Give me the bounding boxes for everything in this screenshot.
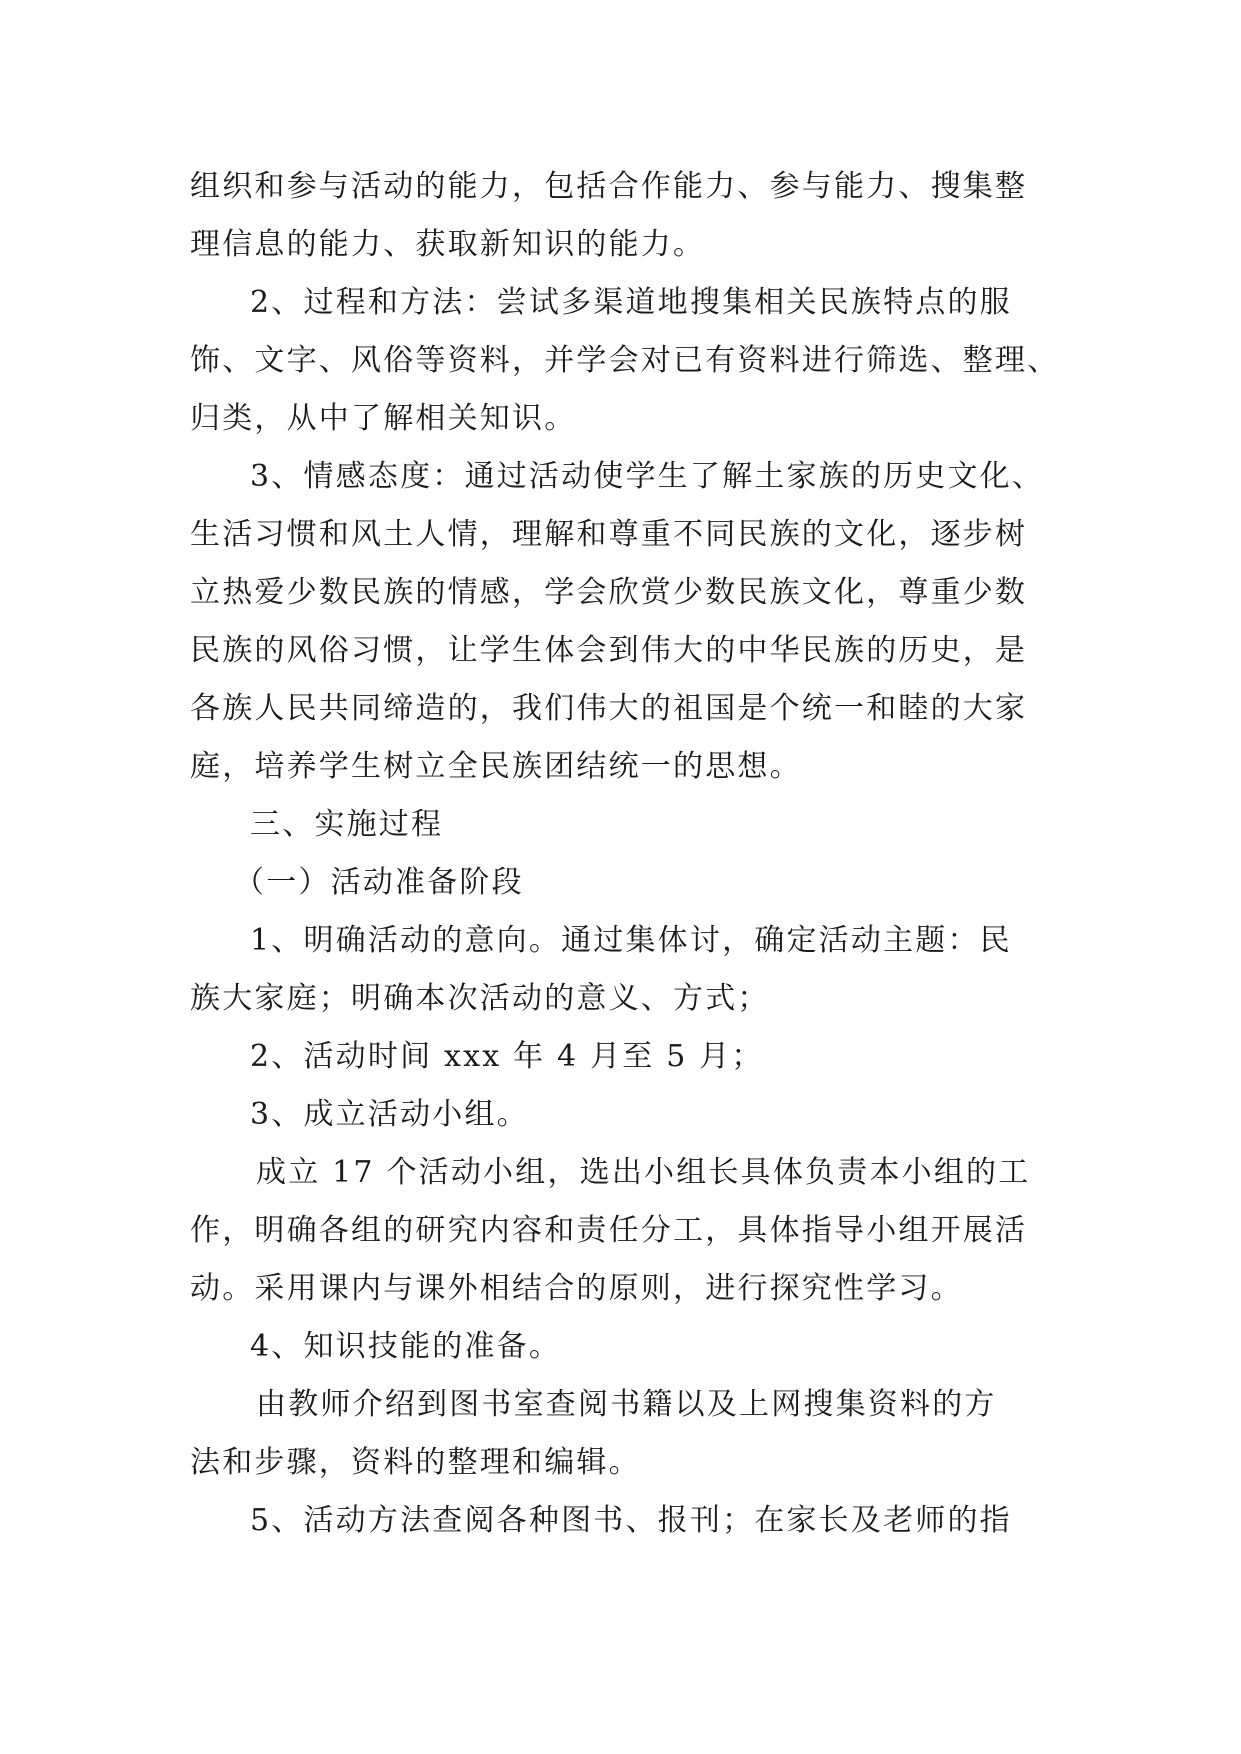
paragraph-start-line: 5、活动方法查阅各种图书、报刊；在家长及老师的指	[250, 1503, 1012, 1538]
body-line: 组织和参与活动的能力，包括合作能力、参与能力、搜集整	[190, 169, 1028, 204]
paragraph-start-line: 3、情感态度：通过活动使学生了解土家族的历史文化、	[250, 459, 1045, 494]
body-line: 族大家庭；明确本次活动的意义、方式；	[190, 981, 770, 1016]
paragraph-start-line: 2、活动时间 xxx 年 4 月至 5 月；	[250, 1039, 764, 1074]
subsection-heading: （一）活动准备阶段	[234, 865, 524, 900]
body-line: 法和步骤，资料的整理和编辑。	[190, 1445, 641, 1480]
body-line: 立热爱少数民族的情感，学会欣赏少数民族文化，尊重少数	[190, 575, 1028, 610]
body-line: 饰、文字、风俗等资料，并学会对已有资料进行筛选、整理、	[190, 343, 1060, 378]
paragraph-start-line: 成立 17 个活动小组，选出小组长具体负责本小组的工	[256, 1155, 1031, 1190]
paragraph-start-line: 1、明确活动的意向。通过集体讨，确定活动主题：民	[250, 923, 1012, 958]
paragraph-start-line: 由教师介绍到图书室查阅书籍以及上网搜集资料的方	[256, 1387, 997, 1422]
paragraph-start-line: 2、过程和方法：尝试多渠道地搜集相关民族特点的服	[250, 285, 1012, 320]
paragraph-start-line: 4、知识技能的准备。	[250, 1329, 562, 1364]
body-line: 庭，培养学生树立全民族团结统一的思想。	[190, 749, 802, 784]
body-line: 动。采用课内与课外相结合的原则，进行探究性学习。	[190, 1271, 963, 1306]
body-line: 民族的风俗习惯，让学生体会到伟大的中华民族的历史，是	[190, 633, 1028, 668]
body-line: 归类，从中了解相关知识。	[190, 401, 577, 436]
document-body	[190, 158, 1060, 1550]
body-line: 理信息的能力、获取新知识的能力。	[190, 227, 706, 262]
body-line: 各族人民共同缔造的，我们伟大的祖国是个统一和睦的大家	[190, 691, 1028, 726]
section-heading: 三、实施过程	[250, 807, 444, 842]
paragraph-start-line: 3、成立活动小组。	[250, 1097, 529, 1132]
body-line: 生活习惯和风土人情，理解和尊重不同民族的文化，逐步树	[190, 517, 1028, 552]
body-line: 作，明确各组的研究内容和责任分工，具体指导小组开展活	[190, 1213, 1028, 1248]
